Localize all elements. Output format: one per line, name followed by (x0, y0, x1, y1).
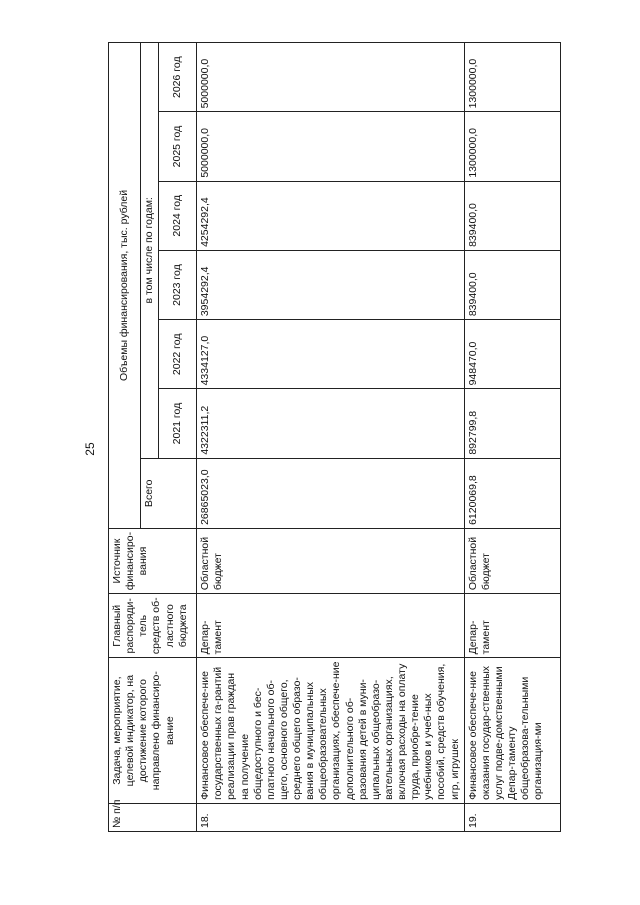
row-value-2021: 4322311,2 (197, 389, 465, 458)
financing-table (108, 42, 561, 832)
row-manager: Депар-тамент (464, 594, 560, 658)
header-year-2023: 2023 год (159, 250, 197, 319)
table-row (464, 43, 560, 832)
header-year-2022: 2022 год (159, 320, 197, 389)
header-num: № п/п (109, 803, 197, 831)
header-total: Всего (141, 458, 197, 528)
row-value-2023: 839400,0 (464, 250, 560, 319)
header-volumes: Объемы финансирования, тыс. рублей (109, 43, 141, 529)
row-value-2022: 4334127,0 (197, 320, 465, 389)
rotated-sheet (108, 42, 578, 832)
table-row (197, 43, 465, 832)
row-value-2024: 839400,0 (464, 181, 560, 250)
row-value-2026: 1300000,0 (464, 43, 560, 112)
row-value-2026: 5000000,0 (197, 43, 465, 112)
page-number: 25 (83, 442, 97, 456)
row-source: Областной бюджет (464, 528, 560, 593)
header-year-2021: 2021 год (159, 389, 197, 458)
row-value-2022: 948470,0 (464, 320, 560, 389)
row-task: Финансовое обеспече-ние государственных га-рантий реализации прав граждан на получение общедоступного и бес-платного начального об-щего, основного общего, среднего общего образо-вания в муниципальных общеобразовательных организациях, обеспече-ние дополнительного об-разования детей в муни-ципальных общеобразо-вательных организациях, включая расходы на оплату труда, приобре-тение учебников и учеб-ных пособий, средств обучения, игр, игрушек (197, 658, 465, 804)
row-task: Финансовое обеспече-ние оказания государ-ственных услуг подве-домственными Депар-таменту общеобразова-тельными организация-ми (464, 658, 560, 804)
row-source: Областной бюджет (197, 528, 465, 593)
header-source: Источник финансиро-вания (109, 528, 197, 593)
header-task: Задача, мероприятие, целевой индикатор, на достижение которого направлено финансиро-вание (109, 658, 197, 804)
header-manager: Главный распоряди-тель средств об-ластного бюджета (109, 594, 197, 658)
header-year-2024: 2024 год (159, 181, 197, 250)
header-by-years: в том числе по годам: (141, 43, 159, 459)
row-value-2021: 892799,8 (464, 389, 560, 458)
row-num: 19. (464, 803, 560, 831)
row-value-2024: 4254292,4 (197, 181, 465, 250)
row-value-2025: 5000000,0 (197, 112, 465, 181)
header-year-2025: 2025 год (159, 112, 197, 181)
row-value-2023: 3954292,4 (197, 250, 465, 319)
row-num: 18. (197, 803, 465, 831)
row-manager: Депар-тамент (197, 594, 465, 658)
row-total: 6120069,8 (464, 458, 560, 528)
row-total: 26865023,0 (197, 458, 465, 528)
header-year-2026: 2026 год (159, 43, 197, 112)
row-value-2025: 1300000,0 (464, 112, 560, 181)
